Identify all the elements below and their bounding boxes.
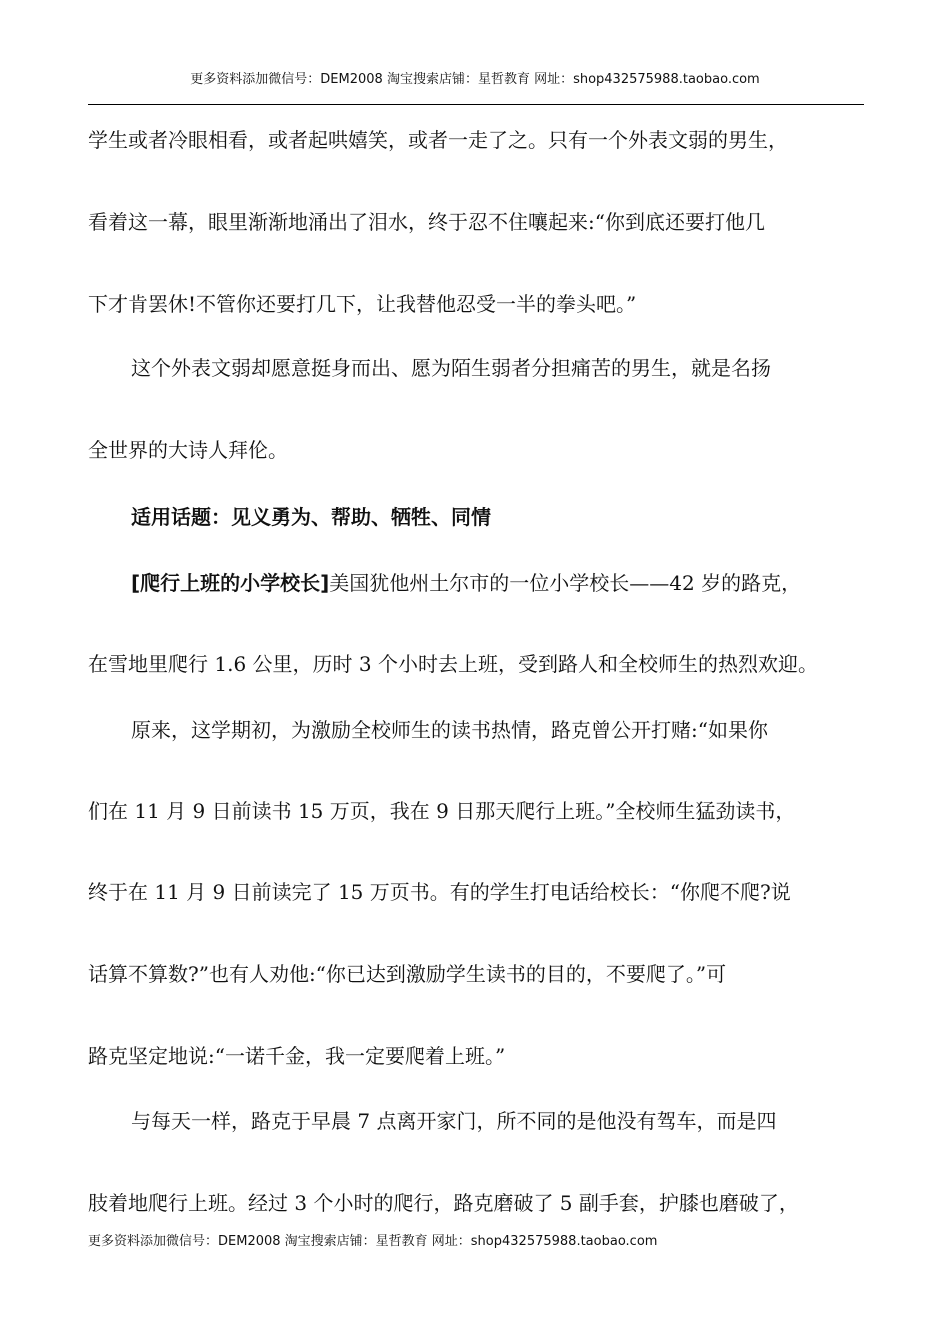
- story-title: [爬行上班的小学校长]: [131, 571, 330, 595]
- body-line: 在雪地里爬行 1.6 公里，历时 3 个小时去上班，受到路人和全校师生的热烈欢迎。: [88, 652, 818, 676]
- body-line: 这个外表文弱却愿意挺身而出、愿为陌生弱者分担痛苦的男生，就是名扬: [131, 356, 771, 380]
- body-line: 与每天一样，路克于早晨 7 点离开家门，所不同的是他没有驾车，而是四: [131, 1109, 777, 1133]
- story-intro-text: 美国犹他州土尔市的一位小学校长——42 岁的路克，: [329, 571, 802, 595]
- topic-heading: 适用话题：见义勇为、帮助、牺牲、同情: [131, 505, 491, 529]
- body-line: 下才肯罢休!不管你还要打几下，让我替他忍受一半的拳头吧。”: [88, 292, 637, 316]
- body-line: 终于在 11 月 9 日前读完了 15 万页书。有的学生打电话给校长：“你爬不爬?说: [88, 880, 791, 904]
- body-line: 路克坚定地说:“一诺千金，我一定要爬着上班。”: [88, 1044, 506, 1068]
- footer-text: 更多资料添加微信号：DEM2008 淘宝搜索店铺：星哲教育 网址：shop432575988.taobao.com: [88, 1234, 658, 1249]
- body-line: 学生或者冷眼相看，或者起哄嬉笑，或者一走了之。只有一个外表文弱的男生，: [88, 128, 788, 152]
- header-text: 更多资料添加微信号：DEM2008 淘宝搜索店铺：星哲教育 网址：shop432575988.taobao.com: [190, 72, 760, 87]
- body-line: 全世界的大诗人拜伦。: [88, 438, 288, 462]
- header-divider: [88, 104, 864, 105]
- body-line: 看着这一幕，眼里渐渐地涌出了泪水，终于忍不住嚷起来:“你到底还要打他几: [88, 210, 765, 234]
- body-line: 原来，这学期初，为激励全校师生的读书热情，路克曾公开打赌:“如果你: [131, 718, 768, 742]
- body-line: 话算不算数?”也有人劝他:“你已达到激励学生读书的目的，不要爬了。”可: [88, 962, 727, 986]
- body-line: 们在 11 月 9 日前读书 15 万页，我在 9 日那天爬行上班。”全校师生猛劲读书，: [88, 799, 796, 823]
- body-line: 肢着地爬行上班。经过 3 个小时的爬行，路克磨破了 5 副手套，护膝也磨破了，: [88, 1191, 799, 1215]
- story-intro-line: [131, 569, 801, 597]
